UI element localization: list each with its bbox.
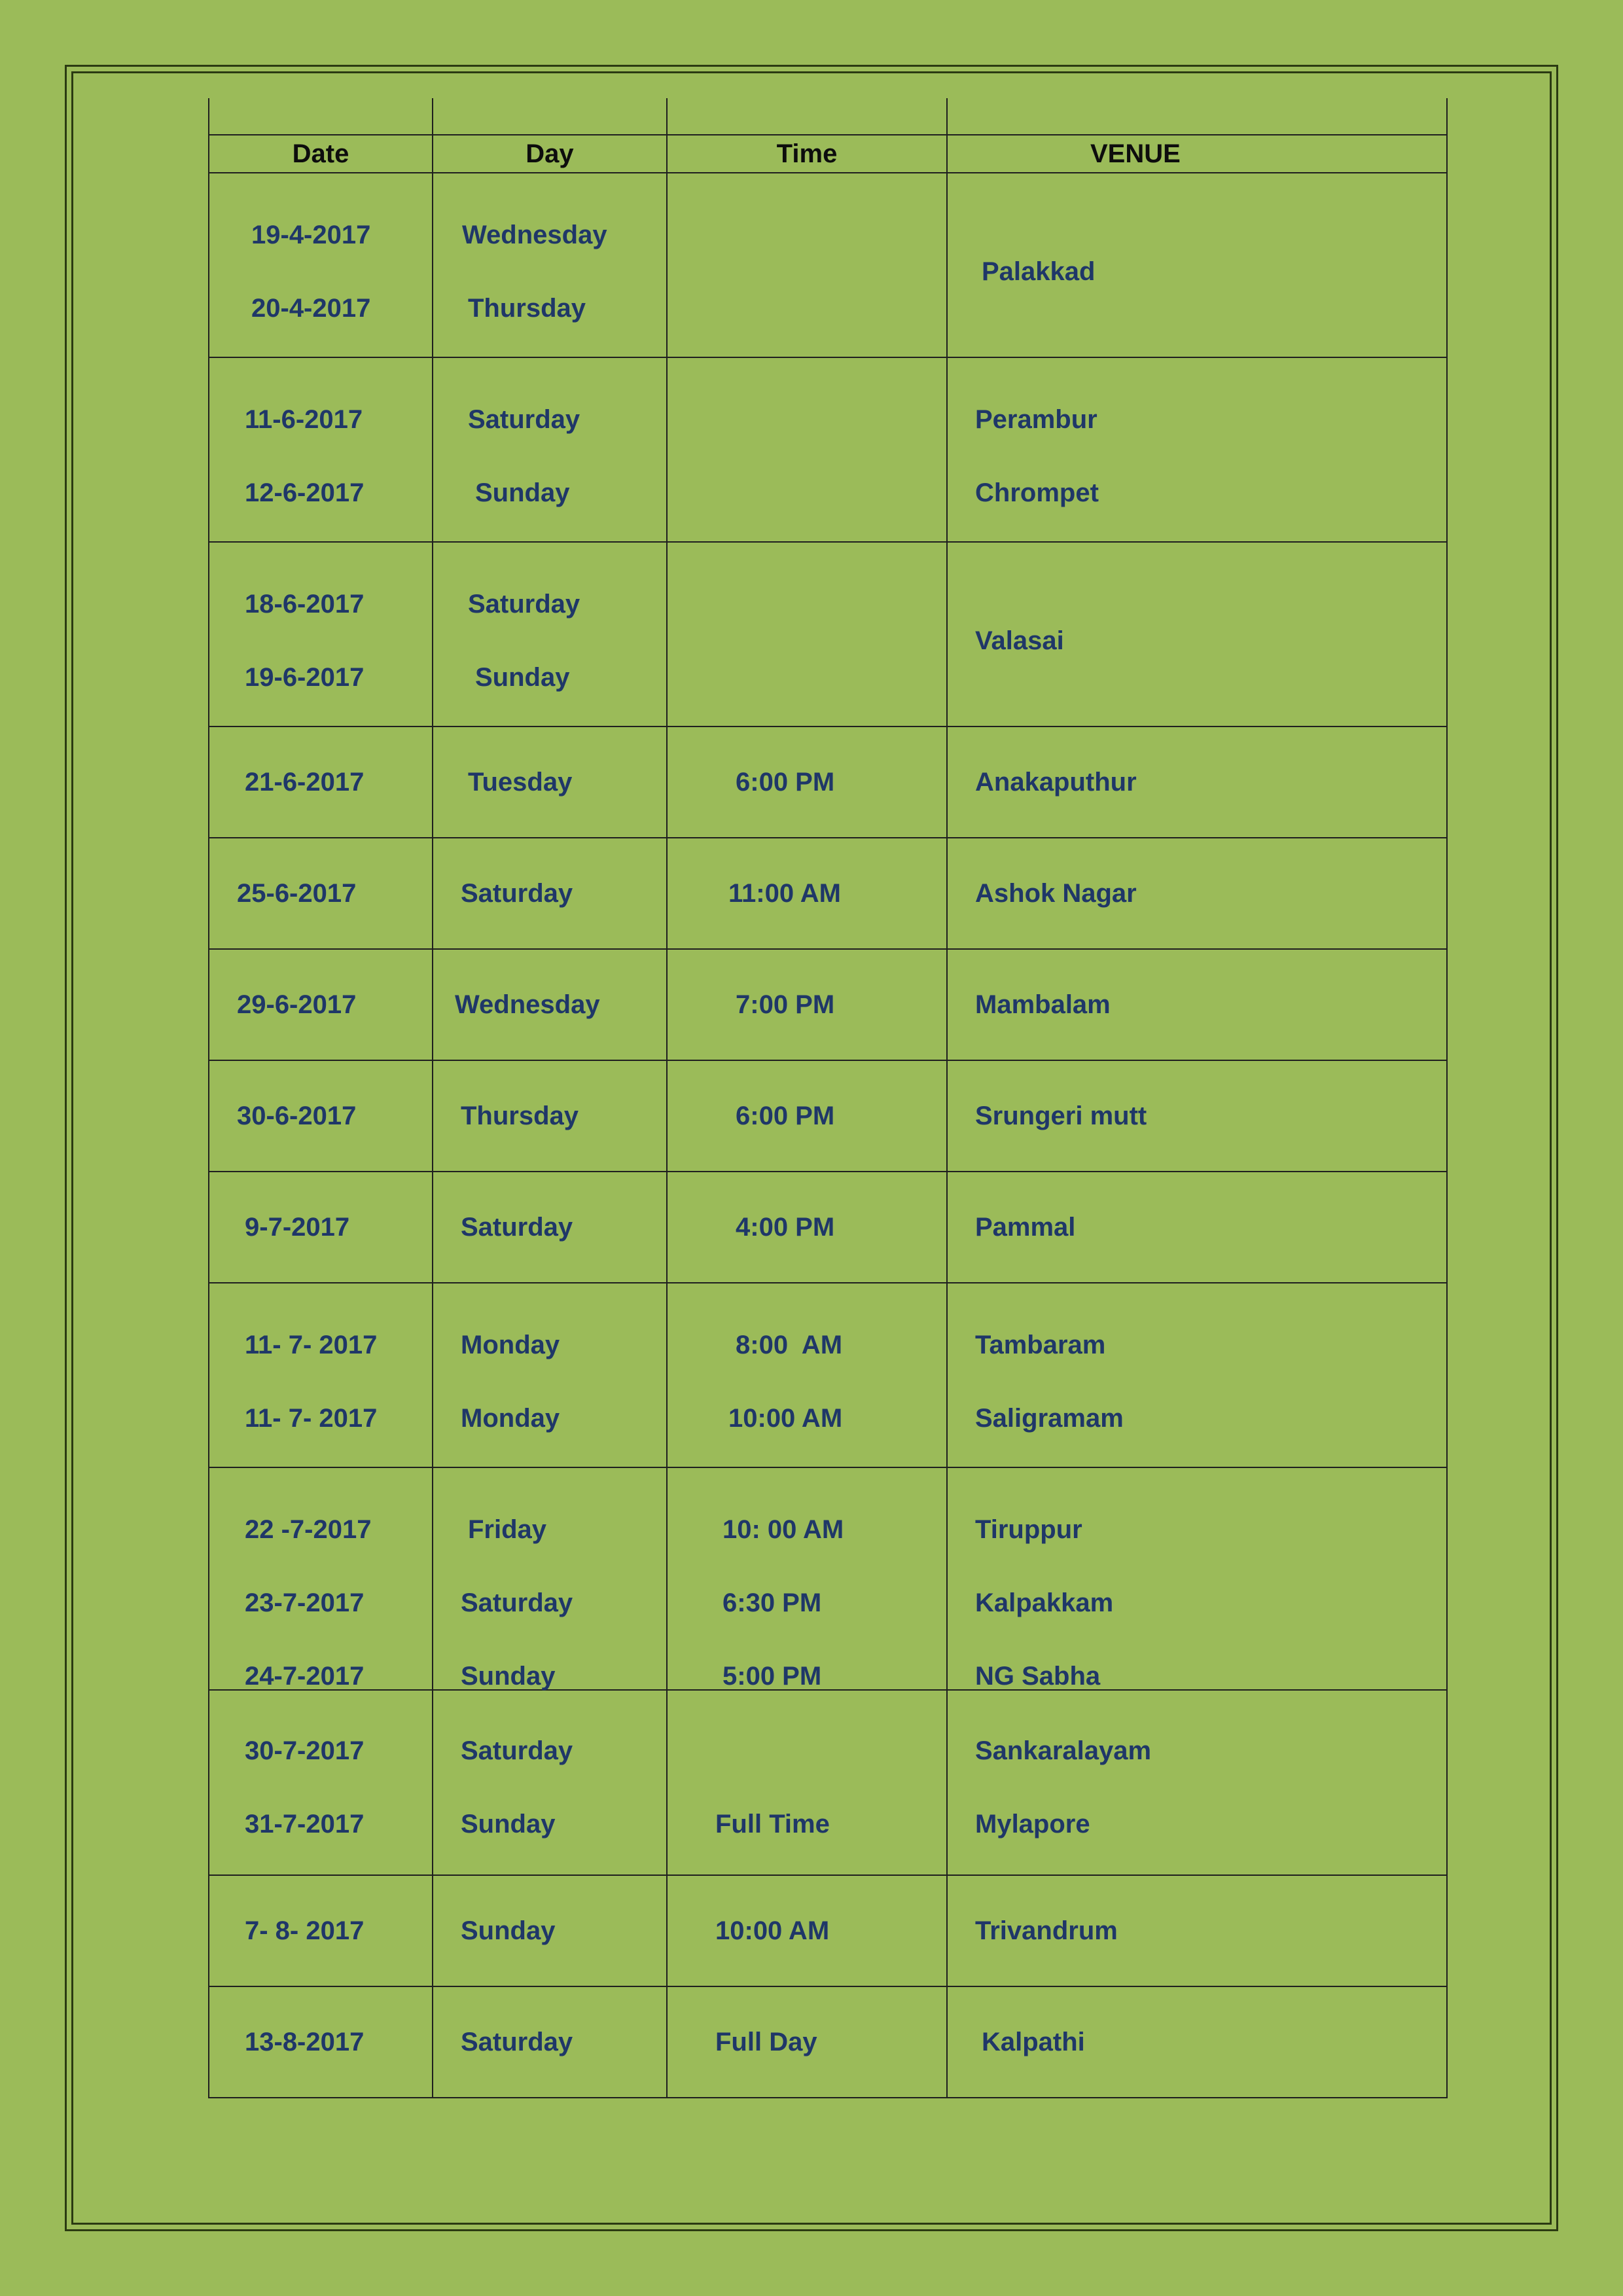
venue-text: Tambaram <box>975 1331 1106 1359</box>
day-text: Sunday <box>461 1810 556 1839</box>
date-text: 19-6-2017 <box>245 663 365 692</box>
day-text: Tuesday <box>468 768 573 797</box>
venue-text: Anakaputhur <box>975 768 1137 797</box>
date-text: 12-6-2017 <box>245 478 365 507</box>
time-text: 10:00 AM <box>728 1404 843 1433</box>
top-cell <box>946 98 1448 135</box>
date-text: 7- 8- 2017 <box>245 1916 365 1945</box>
date-cell <box>208 1172 432 1283</box>
date-cell <box>208 1691 432 1876</box>
venue-cell <box>946 1061 1448 1172</box>
time-text: 10: 00 AM <box>722 1515 844 1544</box>
date-text: 20-4-2017 <box>251 294 371 323</box>
table-row <box>208 1283 1448 1468</box>
top-cell <box>432 98 666 135</box>
venue-text: Palakkad <box>982 257 1096 286</box>
day-text: Sunday <box>461 1662 556 1691</box>
table-top-row <box>208 98 1448 135</box>
table-row <box>208 543 1448 727</box>
day-text: Wednesday <box>462 221 607 249</box>
time-cell <box>666 1061 946 1172</box>
date-text: 24-7-2017 <box>245 1662 365 1691</box>
day-text: Saturday <box>468 405 580 434</box>
time-text: 8:00 AM <box>736 1331 843 1359</box>
header-venue: VENUE <box>946 135 1448 173</box>
table-row <box>208 1876 1448 1987</box>
date-cell <box>208 727 432 838</box>
table-row <box>208 950 1448 1061</box>
day-cell <box>432 1283 666 1468</box>
venue-text: Kalpakkam <box>975 1588 1114 1617</box>
table-row <box>208 838 1448 950</box>
date-text: 18-6-2017 <box>245 590 365 619</box>
venue-text: Perambur <box>975 405 1097 434</box>
time-cell <box>666 1172 946 1283</box>
day-text: Saturday <box>461 2028 573 2056</box>
day-cell <box>432 1468 666 1691</box>
top-cell <box>666 98 946 135</box>
venue-cell <box>946 1172 1448 1283</box>
day-text: Monday <box>461 1331 560 1359</box>
venue-cell <box>946 1987 1448 2098</box>
date-cell <box>208 358 432 543</box>
table-row <box>208 1172 1448 1283</box>
table-row <box>208 1987 1448 2098</box>
date-text: 11- 7- 2017 <box>245 1404 378 1433</box>
day-text: Wednesday <box>455 990 600 1019</box>
day-cell <box>432 950 666 1061</box>
day-text: Sunday <box>461 1916 556 1945</box>
day-text: Saturday <box>461 1213 573 1242</box>
venue-cell <box>946 838 1448 950</box>
venue-text: NG Sabha <box>975 1662 1101 1691</box>
time-cell <box>666 173 946 358</box>
day-text: Thursday <box>461 1102 579 1130</box>
table-header-row <box>208 135 1448 173</box>
schedule-table <box>208 98 1448 2098</box>
date-cell <box>208 1283 432 1468</box>
header-time: Time <box>666 135 946 173</box>
time-text: 6:00 PM <box>736 1102 835 1130</box>
venue-text: Srungeri mutt <box>975 1102 1147 1130</box>
date-cell <box>208 173 432 358</box>
venue-cell <box>946 950 1448 1061</box>
date-cell <box>208 838 432 950</box>
day-text: Saturday <box>461 1736 573 1765</box>
date-cell <box>208 1987 432 2098</box>
venue-cell <box>946 543 1448 727</box>
venue-text: Chrompet <box>975 478 1099 507</box>
table-row <box>208 1691 1448 1876</box>
time-cell <box>666 1691 946 1876</box>
time-cell <box>666 727 946 838</box>
date-text: 30-6-2017 <box>237 1102 357 1130</box>
venue-text: Ashok Nagar <box>975 879 1137 908</box>
date-cell <box>208 543 432 727</box>
time-cell <box>666 838 946 950</box>
date-text: 31-7-2017 <box>245 1810 365 1839</box>
time-cell <box>666 1987 946 2098</box>
top-cell <box>208 98 432 135</box>
time-cell <box>666 1283 946 1468</box>
time-cell <box>666 543 946 727</box>
venue-text: Kalpathi <box>982 2028 1085 2056</box>
header-date: Date <box>208 135 432 173</box>
time-cell <box>666 1468 946 1691</box>
venue-text: Mambalam <box>975 990 1111 1019</box>
day-text: Saturday <box>461 1588 573 1617</box>
date-text: 9-7-2017 <box>245 1213 350 1242</box>
venue-text: Saligramam <box>975 1404 1124 1433</box>
time-text: 6:00 PM <box>736 768 835 797</box>
day-text: Sunday <box>475 478 570 507</box>
date-text: 23-7-2017 <box>245 1588 365 1617</box>
day-text: Monday <box>461 1404 560 1433</box>
date-text: 11- 7- 2017 <box>245 1331 378 1359</box>
date-cell <box>208 950 432 1061</box>
time-cell <box>666 950 946 1061</box>
time-text: 5:00 PM <box>722 1662 822 1691</box>
date-text: 13-8-2017 <box>245 2028 365 2056</box>
time-text: 6:30 PM <box>722 1588 822 1617</box>
time-text: 11:00 AM <box>728 879 841 908</box>
time-text: Full Time <box>715 1810 830 1839</box>
time-text: 4:00 PM <box>736 1213 835 1242</box>
time-text: 10:00 AM <box>715 1916 830 1945</box>
table-row <box>208 173 1448 358</box>
date-text: 21-6-2017 <box>245 768 365 797</box>
date-text: 30-7-2017 <box>245 1736 365 1765</box>
time-text: 7:00 PM <box>736 990 835 1019</box>
time-cell <box>666 358 946 543</box>
date-text: 29-6-2017 <box>237 990 357 1019</box>
venue-text: Mylapore <box>975 1810 1090 1839</box>
date-text: 11-6-2017 <box>245 405 363 434</box>
day-cell <box>432 1691 666 1876</box>
venue-text: Valasai <box>975 626 1064 655</box>
day-cell <box>432 838 666 950</box>
table-row <box>208 1061 1448 1172</box>
venue-text: Trivandrum <box>975 1916 1118 1945</box>
venue-cell <box>946 1876 1448 1987</box>
date-cell <box>208 1468 432 1691</box>
time-text: Full Day <box>715 2028 817 2056</box>
table-row <box>208 1468 1448 1691</box>
venue-cell <box>946 358 1448 543</box>
day-text: Thursday <box>468 294 586 323</box>
date-text: 19-4-2017 <box>251 221 371 249</box>
venue-text: Pammal <box>975 1213 1076 1242</box>
date-text: 25-6-2017 <box>237 879 357 908</box>
date-cell <box>208 1876 432 1987</box>
day-cell <box>432 1987 666 2098</box>
header-day: Day <box>432 135 666 173</box>
table-row <box>208 358 1448 543</box>
venue-cell <box>946 1283 1448 1468</box>
venue-cell <box>946 1468 1448 1691</box>
venue-cell <box>946 173 1448 358</box>
day-cell <box>432 1061 666 1172</box>
table-row <box>208 727 1448 838</box>
time-cell <box>666 1876 946 1987</box>
venue-cell <box>946 727 1448 838</box>
day-text: Sunday <box>475 663 570 692</box>
day-cell <box>432 173 666 358</box>
date-cell <box>208 1061 432 1172</box>
day-cell <box>432 543 666 727</box>
day-cell <box>432 1172 666 1283</box>
date-text: 22 -7-2017 <box>245 1515 372 1544</box>
day-cell <box>432 358 666 543</box>
day-text: Saturday <box>461 879 573 908</box>
day-text: Friday <box>468 1515 547 1544</box>
day-cell <box>432 727 666 838</box>
venue-text: Tiruppur <box>975 1515 1082 1544</box>
venue-cell <box>946 1691 1448 1876</box>
day-cell <box>432 1876 666 1987</box>
day-text: Saturday <box>468 590 580 619</box>
venue-text: Sankaralayam <box>975 1736 1152 1765</box>
